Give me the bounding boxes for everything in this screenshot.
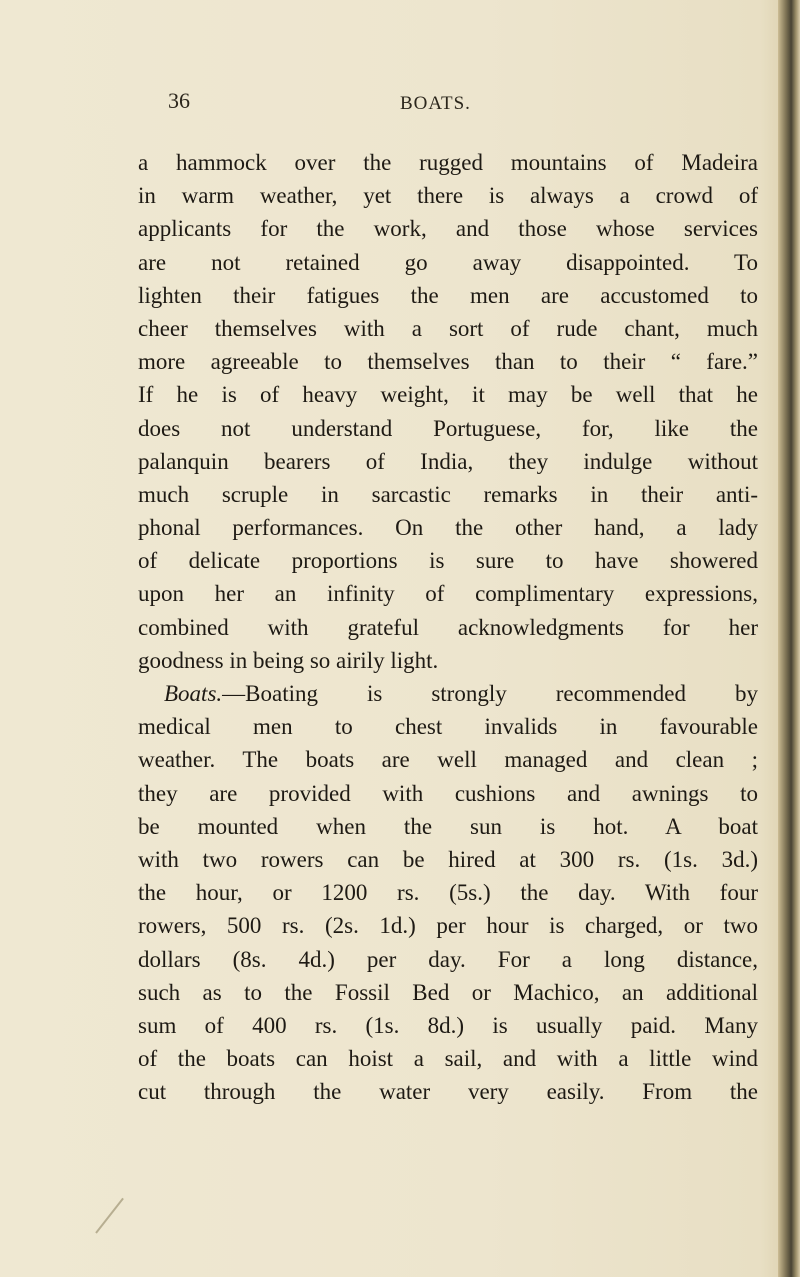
text-line: phonal performances. On the other hand, a lady (138, 515, 758, 541)
text-line: dollars (8s. 4d.) per day. For a long distance, (138, 946, 758, 972)
text-line: rowers, 500 rs. (2s. 1d.) per hour is charged, or two (138, 913, 758, 939)
page-crease-mark (95, 1198, 124, 1234)
text-line: does not understand Portuguese, for, like the (138, 415, 758, 441)
text-line: of the boats can hoist a sail, and with a little wind (138, 1046, 758, 1072)
text-line: they are provided with cushions and awnings to (138, 780, 758, 806)
section-heading: Boats. (164, 681, 223, 706)
page-number: 36 (168, 88, 190, 113)
text-line: of delicate proportions is sure to have showered (138, 548, 758, 574)
text-line: such as to the Fossil Bed or Machico, an additional (138, 979, 758, 1005)
text-line: the hour, or 1200 rs. (5s.) the day. With four (138, 880, 758, 906)
text-line: palanquin bearers of India, they indulge without (138, 448, 758, 474)
text-line: cheer themselves with a sort of rude chant, much (138, 315, 758, 341)
text-line: more agreeable to themselves than to their “ fare.” (138, 349, 758, 375)
text-line: goodness in being so airily light. (138, 647, 439, 673)
section-first-line-text: —Boating is strongly recommended by (222, 681, 758, 706)
text-line: with two rowers can be hired at 300 rs. (1s. 3d.) (138, 846, 758, 872)
text-line: be mounted when the sun is hot. A boat (138, 813, 758, 839)
text-line: are not retained go away disappointed. To (138, 249, 758, 275)
text-line: in warm weather, yet there is always a crowd of (138, 183, 758, 209)
text-line: a hammock over the rugged mountains of Madeira (138, 150, 758, 175)
text-line: sum of 400 rs. (1s. 8d.) is usually paid. Many (138, 1012, 758, 1038)
body-text (138, 146, 758, 1108)
page-binding-edge (778, 0, 800, 1277)
text-line: combined with grateful acknowledgments for her (138, 614, 758, 640)
text-line: lighten their fatigues the men are accustomed to (138, 282, 758, 308)
text-line: applicants for the work, and those whose services (138, 216, 758, 242)
text-line: If he is of heavy weight, it may be well that he (138, 382, 758, 408)
text-line: weather. The boats are well managed and clean ; (138, 747, 758, 773)
text-line: cut through the water very easily. From the (138, 1079, 758, 1105)
text-line: medical men to chest invalids in favourable (138, 714, 758, 740)
running-head: BOATS. (400, 93, 471, 114)
text-line: much scruple in sarcastic remarks in their anti- (138, 481, 758, 507)
text-line: upon her an infinity of complimentary expressions, (138, 581, 758, 607)
section-first-line (138, 677, 758, 710)
